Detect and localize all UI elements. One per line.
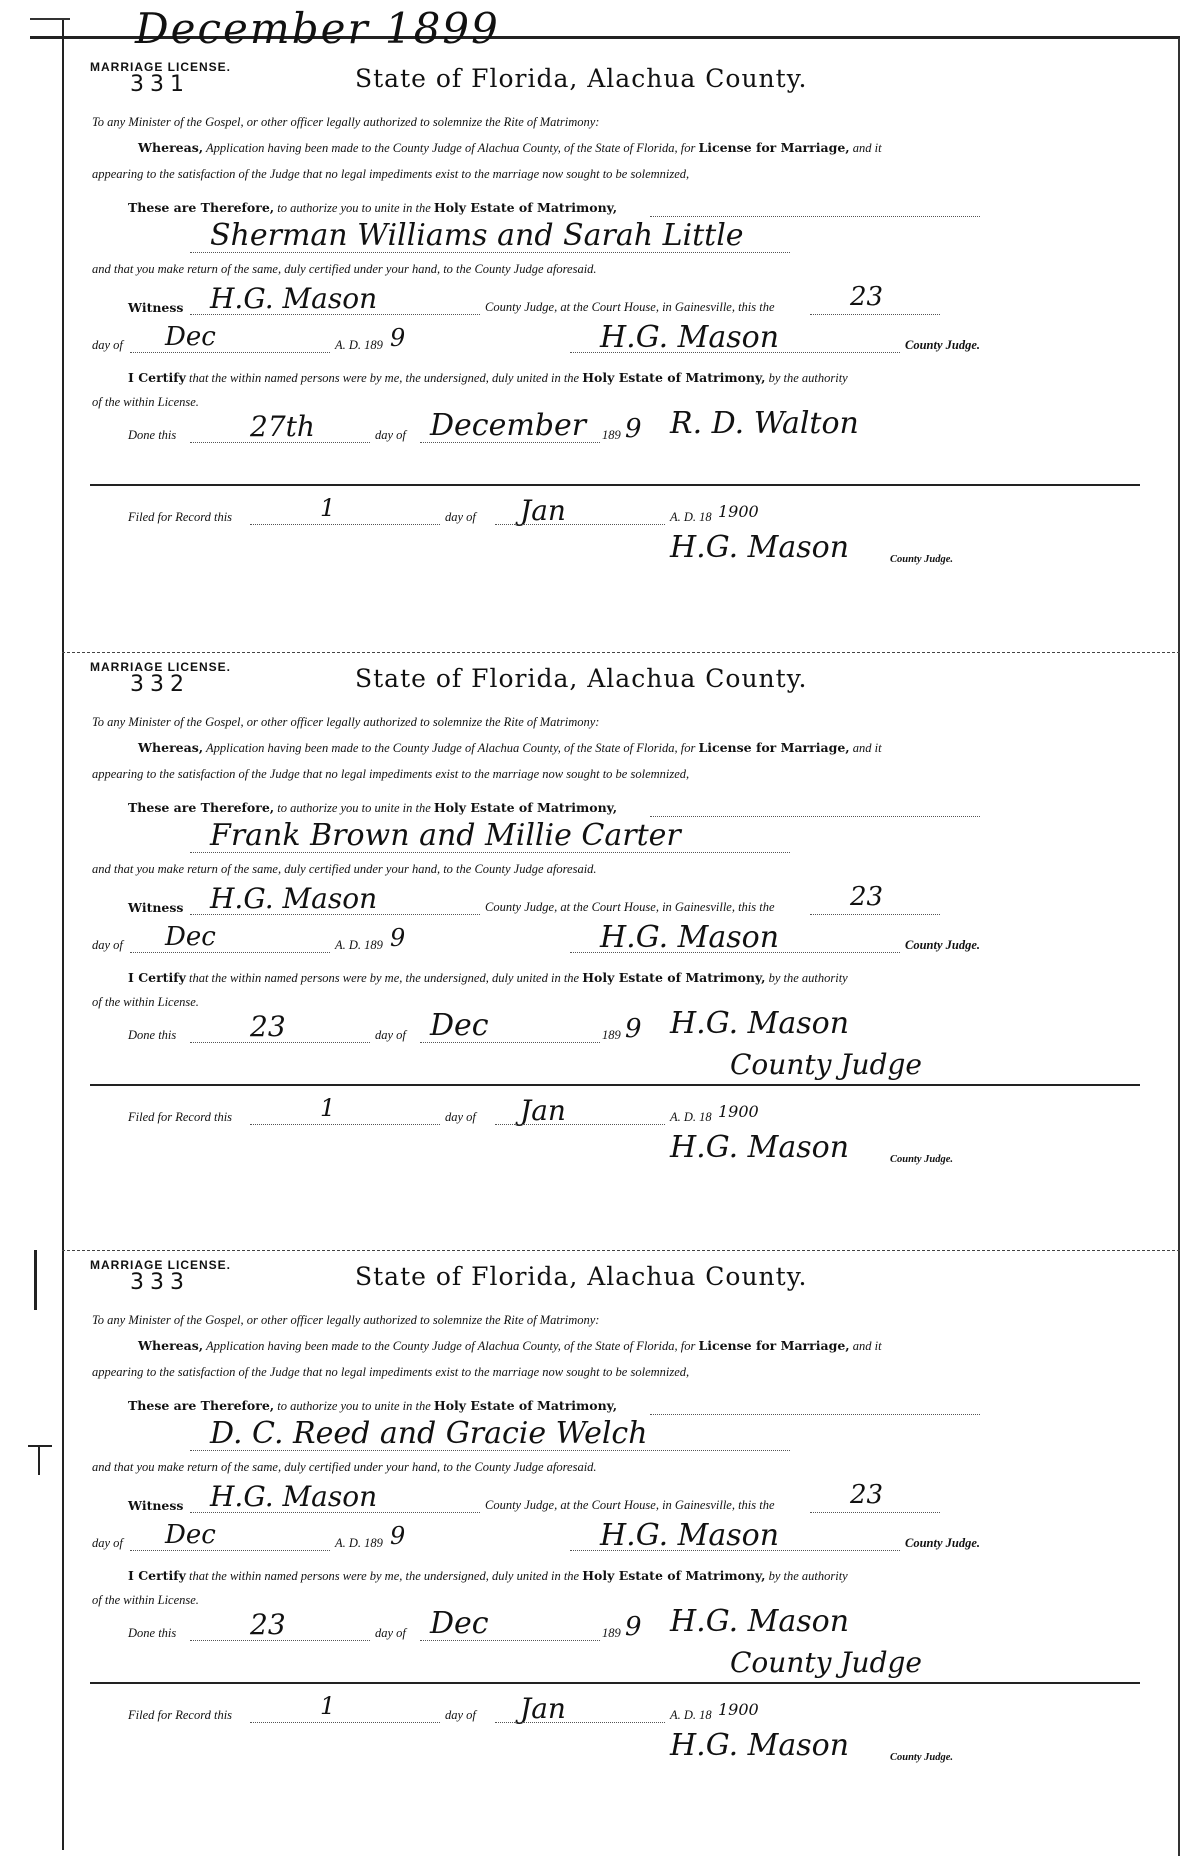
whereas-word: Whereas, xyxy=(138,740,204,755)
appearing-line: appearing to the satisfaction of the Judge that no legal impediments exist to the marriage now sought to be solemnized, xyxy=(92,1365,690,1379)
issue-month: Dec xyxy=(165,922,216,952)
day-of-label-2: day of xyxy=(375,428,406,442)
left-margin-rule xyxy=(62,20,64,1850)
done-month: Dec xyxy=(430,1606,489,1641)
witness-word: Witness xyxy=(128,900,184,915)
judge-signature: H.G. Mason xyxy=(600,320,780,355)
within-license: of the within License. xyxy=(92,1593,199,1607)
couple-names: Sherman Williams and Sarah Little xyxy=(210,218,744,253)
certify-text: that the within named persons were by me, the undersigned, duly united in the xyxy=(188,1569,580,1583)
certify-text: that the within named persons were by me, the undersigned, duly united in the xyxy=(188,971,580,985)
done-this-label: Done this xyxy=(128,1028,177,1042)
whereas-line xyxy=(138,740,882,756)
filed-month-line xyxy=(495,1722,665,1723)
i-certify: I Certify xyxy=(128,970,186,985)
filed-day-line xyxy=(250,1124,440,1125)
witness-signature: H.G. Mason xyxy=(210,282,378,315)
year-label: 189 xyxy=(602,428,621,442)
appearing-line: appearing to the satisfaction of the Judge that no legal impediments exist to the marriage now sought to be solemnized, xyxy=(92,167,690,181)
margin-mark xyxy=(34,1250,37,1310)
day-of-label-3: day of xyxy=(445,1708,476,1722)
margin-mark xyxy=(38,1445,40,1475)
done-month: December xyxy=(430,408,587,443)
address-line: To any Minister of the Gospel, or other officer legally authorized to solemnize the Rite of Matrimony: xyxy=(92,115,600,129)
county-judge-label: County Judge. xyxy=(905,938,981,952)
ad-label: A. D. 189 xyxy=(335,938,383,952)
issue-day-line xyxy=(810,914,940,915)
filed-year: 1900 xyxy=(718,1102,759,1121)
day-of-label-2: day of xyxy=(375,1626,406,1640)
by-authority: by the authority xyxy=(768,971,848,985)
corner-mark xyxy=(30,18,70,20)
filing-rule xyxy=(90,1084,1140,1086)
these-are-line xyxy=(128,1398,617,1414)
filed-day-line xyxy=(250,524,440,525)
authorize-text: to authorize you to unite in the xyxy=(277,801,431,815)
marriage-license-record-332 xyxy=(90,620,1150,1210)
within-license: of the within License. xyxy=(92,395,199,409)
done-day-line xyxy=(190,1640,370,1641)
judge-line xyxy=(570,952,900,953)
issue-month: Dec xyxy=(165,1520,216,1550)
header-handwriting: December 1899 xyxy=(135,4,500,53)
issue-year-digit: 9 xyxy=(390,924,406,952)
license-label: MARRIAGE LICENSE. xyxy=(90,60,232,74)
day-of-label-3: day of xyxy=(445,1110,476,1124)
authorize-text: to authorize you to unite in the xyxy=(277,201,431,215)
day-of-label: day of xyxy=(92,338,123,352)
year-label: 189 xyxy=(602,1028,621,1042)
court-house-line: County Judge, at the Court House, in Gainesville, this the xyxy=(485,900,775,914)
done-month-line xyxy=(420,442,600,443)
i-certify: I Certify xyxy=(128,1568,186,1583)
court-house-line: County Judge, at the Court House, in Gainesville, this the xyxy=(485,1498,775,1512)
witness-line xyxy=(190,914,480,915)
done-year-digit: 9 xyxy=(625,1612,642,1642)
license-number: 333 xyxy=(130,1270,190,1295)
county-judge-small: County Judge. xyxy=(890,1752,954,1763)
witness-word: Witness xyxy=(128,300,184,315)
filing-rule xyxy=(90,1682,1140,1684)
state-title: State of Florida, Alachua County. xyxy=(355,64,808,93)
appearing-line: appearing to the satisfaction of the Judge that no legal impediments exist to the marriage now sought to be solemnized, xyxy=(92,767,690,781)
whereas-end: and it xyxy=(852,741,882,755)
filed-month: Jan xyxy=(520,1094,566,1127)
filed-month-line xyxy=(495,524,665,525)
done-this-label: Done this xyxy=(128,1626,177,1640)
witness-label xyxy=(128,300,183,316)
done-month: Dec xyxy=(430,1008,489,1043)
holy-estate: Holy Estate of Matrimony, xyxy=(433,200,618,215)
filed-label: Filed for Record this xyxy=(128,1708,233,1722)
return-line: and that you make return of the same, duly certified under your hand, to the County Judge aforesaid. xyxy=(92,1460,597,1474)
issue-year-digit: 9 xyxy=(390,1522,406,1550)
names-line xyxy=(190,1450,790,1451)
judge-line xyxy=(570,352,900,353)
witness-label xyxy=(128,1498,183,1514)
these-are-therefore: These are Therefore, xyxy=(128,1398,275,1413)
judge-line xyxy=(570,1550,900,1551)
certify-line xyxy=(128,1568,848,1584)
whereas-text: Application having been made to the County Judge of Alachua County, of the State of Florida, xyxy=(206,141,678,155)
license-label: MARRIAGE LICENSE. xyxy=(90,1258,232,1272)
filed-signature: H.G. Mason xyxy=(670,1130,850,1165)
holy-estate: Holy Estate of Matrimony, xyxy=(433,800,618,815)
done-day-line xyxy=(190,1042,370,1043)
right-margin-rule xyxy=(1178,38,1180,1856)
done-day: 23 xyxy=(250,1608,286,1641)
done-year-digit: 9 xyxy=(625,414,642,444)
day-of-label: day of xyxy=(92,938,123,952)
witness-label xyxy=(128,900,183,916)
license-number: 331 xyxy=(130,72,190,97)
witness-word: Witness xyxy=(128,1498,184,1513)
issue-month-line xyxy=(130,952,330,953)
issue-day-line xyxy=(810,314,940,315)
issue-day-line xyxy=(810,1512,940,1513)
names-line xyxy=(190,852,790,853)
whereas-word: Whereas, xyxy=(138,140,204,155)
these-are-line xyxy=(128,200,617,216)
officiant-signature: H.G. Mason xyxy=(670,1006,850,1041)
filed-month-line xyxy=(495,1124,665,1125)
done-month-line xyxy=(420,1640,600,1641)
county-judge-label: County Judge. xyxy=(905,338,981,352)
filed-day-line xyxy=(250,1722,440,1723)
witness-line xyxy=(190,314,480,315)
issue-year-digit: 9 xyxy=(390,324,406,352)
witness-signature: H.G. Mason xyxy=(210,1480,378,1513)
done-this-label: Done this xyxy=(128,428,177,442)
whereas-end: and it xyxy=(852,141,882,155)
witness-signature: H.G. Mason xyxy=(210,882,378,915)
filed-month: Jan xyxy=(520,494,566,527)
day-of-label: day of xyxy=(92,1536,123,1550)
ad-label: A. D. 189 xyxy=(335,338,383,352)
ad-filed-label: A. D. 18 xyxy=(670,1110,712,1124)
marriage-license-record-333 xyxy=(90,1218,1150,1808)
filed-label: Filed for Record this xyxy=(128,510,233,524)
issue-day: 23 xyxy=(850,882,884,912)
license-for-marriage: License for Marriage, xyxy=(698,140,850,155)
address-line: To any Minister of the Gospel, or other officer legally authorized to solemnize the Rite of Matrimony: xyxy=(92,715,600,729)
by-authority: by the authority xyxy=(768,1569,848,1583)
whereas-text: Application having been made to the County Judge of Alachua County, of the State of Florida, xyxy=(206,741,678,755)
couple-names: D. C. Reed and Gracie Welch xyxy=(210,1416,648,1451)
dotted-line xyxy=(650,1414,980,1415)
margin-mark xyxy=(28,1445,52,1447)
whereas-for: for xyxy=(680,1339,696,1353)
ad-label: A. D. 189 xyxy=(335,1536,383,1550)
county-judge-label: County Judge. xyxy=(905,1536,981,1550)
these-are-therefore: These are Therefore, xyxy=(128,200,275,215)
issue-month-line xyxy=(130,1550,330,1551)
filed-label: Filed for Record this xyxy=(128,1110,233,1124)
whereas-end: and it xyxy=(852,1339,882,1353)
officiant-signature: H.G. Mason xyxy=(670,1604,850,1639)
county-judge-small: County Judge. xyxy=(890,554,954,565)
filed-year: 1900 xyxy=(718,1700,759,1719)
filed-month: Jan xyxy=(520,1692,566,1725)
whereas-word: Whereas, xyxy=(138,1338,204,1353)
court-house-line: County Judge, at the Court House, in Gainesville, this the xyxy=(485,300,775,314)
county-judge-small: County Judge. xyxy=(890,1154,954,1165)
whereas-text: Application having been made to the County Judge of Alachua County, of the State of Florida, xyxy=(206,1339,678,1353)
these-are-therefore: These are Therefore, xyxy=(128,800,275,815)
license-for-marriage: License for Marriage, xyxy=(698,740,850,755)
ad-filed-label: A. D. 18 xyxy=(670,1708,712,1722)
officiant-signature: R. D. Walton xyxy=(670,406,859,441)
certify-line xyxy=(128,370,848,386)
holy-estate-2: Holy Estate of Matrimony, xyxy=(582,1568,766,1583)
by-authority: by the authority xyxy=(768,371,848,385)
filed-day: 1 xyxy=(320,494,336,522)
holy-estate-2: Holy Estate of Matrimony, xyxy=(582,370,766,385)
filed-signature: H.G. Mason xyxy=(670,1728,850,1763)
authorize-text: to authorize you to unite in the xyxy=(277,1399,431,1413)
done-day: 23 xyxy=(250,1010,286,1043)
marriage-license-record-331 xyxy=(90,20,1150,610)
issue-day: 23 xyxy=(850,1480,884,1510)
state-title: State of Florida, Alachua County. xyxy=(355,1262,808,1291)
holy-estate: Holy Estate of Matrimony, xyxy=(433,1398,618,1413)
i-certify: I Certify xyxy=(128,370,186,385)
whereas-for: for xyxy=(680,741,696,755)
judge-signature: H.G. Mason xyxy=(600,1518,780,1553)
filed-year: 1900 xyxy=(718,502,759,521)
holy-estate-2: Holy Estate of Matrimony, xyxy=(582,970,766,985)
names-line xyxy=(190,252,790,253)
address-line: To any Minister of the Gospel, or other officer legally authorized to solemnize the Rite of Matrimony: xyxy=(92,1313,600,1327)
day-of-label-3: day of xyxy=(445,510,476,524)
officiant-title: County Judge xyxy=(730,1048,922,1081)
judge-signature: H.G. Mason xyxy=(600,920,780,955)
issue-month: Dec xyxy=(165,322,216,352)
whereas-line xyxy=(138,1338,882,1354)
done-month-line xyxy=(420,1042,600,1043)
within-license: of the within License. xyxy=(92,995,199,1009)
issue-day: 23 xyxy=(850,282,884,312)
filed-signature: H.G. Mason xyxy=(670,530,850,565)
certify-line xyxy=(128,970,848,986)
dotted-line xyxy=(650,216,980,217)
state-title: State of Florida, Alachua County. xyxy=(355,664,808,693)
filed-day: 1 xyxy=(320,1094,336,1122)
certify-text: that the within named persons were by me, the undersigned, duly united in the xyxy=(188,371,580,385)
day-of-label-2: day of xyxy=(375,1028,406,1042)
year-label: 189 xyxy=(602,1626,621,1640)
ad-filed-label: A. D. 18 xyxy=(670,510,712,524)
license-for-marriage: License for Marriage, xyxy=(698,1338,850,1353)
done-day: 27th xyxy=(250,410,315,443)
dotted-line xyxy=(650,816,980,817)
filing-rule xyxy=(90,484,1140,486)
filed-day: 1 xyxy=(320,1692,336,1720)
done-year-digit: 9 xyxy=(625,1014,642,1044)
issue-month-line xyxy=(130,352,330,353)
these-are-line xyxy=(128,800,617,816)
officiant-title: County Judge xyxy=(730,1646,922,1679)
whereas-line xyxy=(138,140,882,156)
return-line: and that you make return of the same, duly certified under your hand, to the County Judge aforesaid. xyxy=(92,862,597,876)
witness-line xyxy=(190,1512,480,1513)
whereas-for: for xyxy=(680,141,696,155)
license-label: MARRIAGE LICENSE. xyxy=(90,660,232,674)
done-day-line xyxy=(190,442,370,443)
return-line: and that you make return of the same, duly certified under your hand, to the County Judge aforesaid. xyxy=(92,262,597,276)
couple-names: Frank Brown and Millie Carter xyxy=(210,818,681,853)
license-number: 332 xyxy=(130,672,190,697)
